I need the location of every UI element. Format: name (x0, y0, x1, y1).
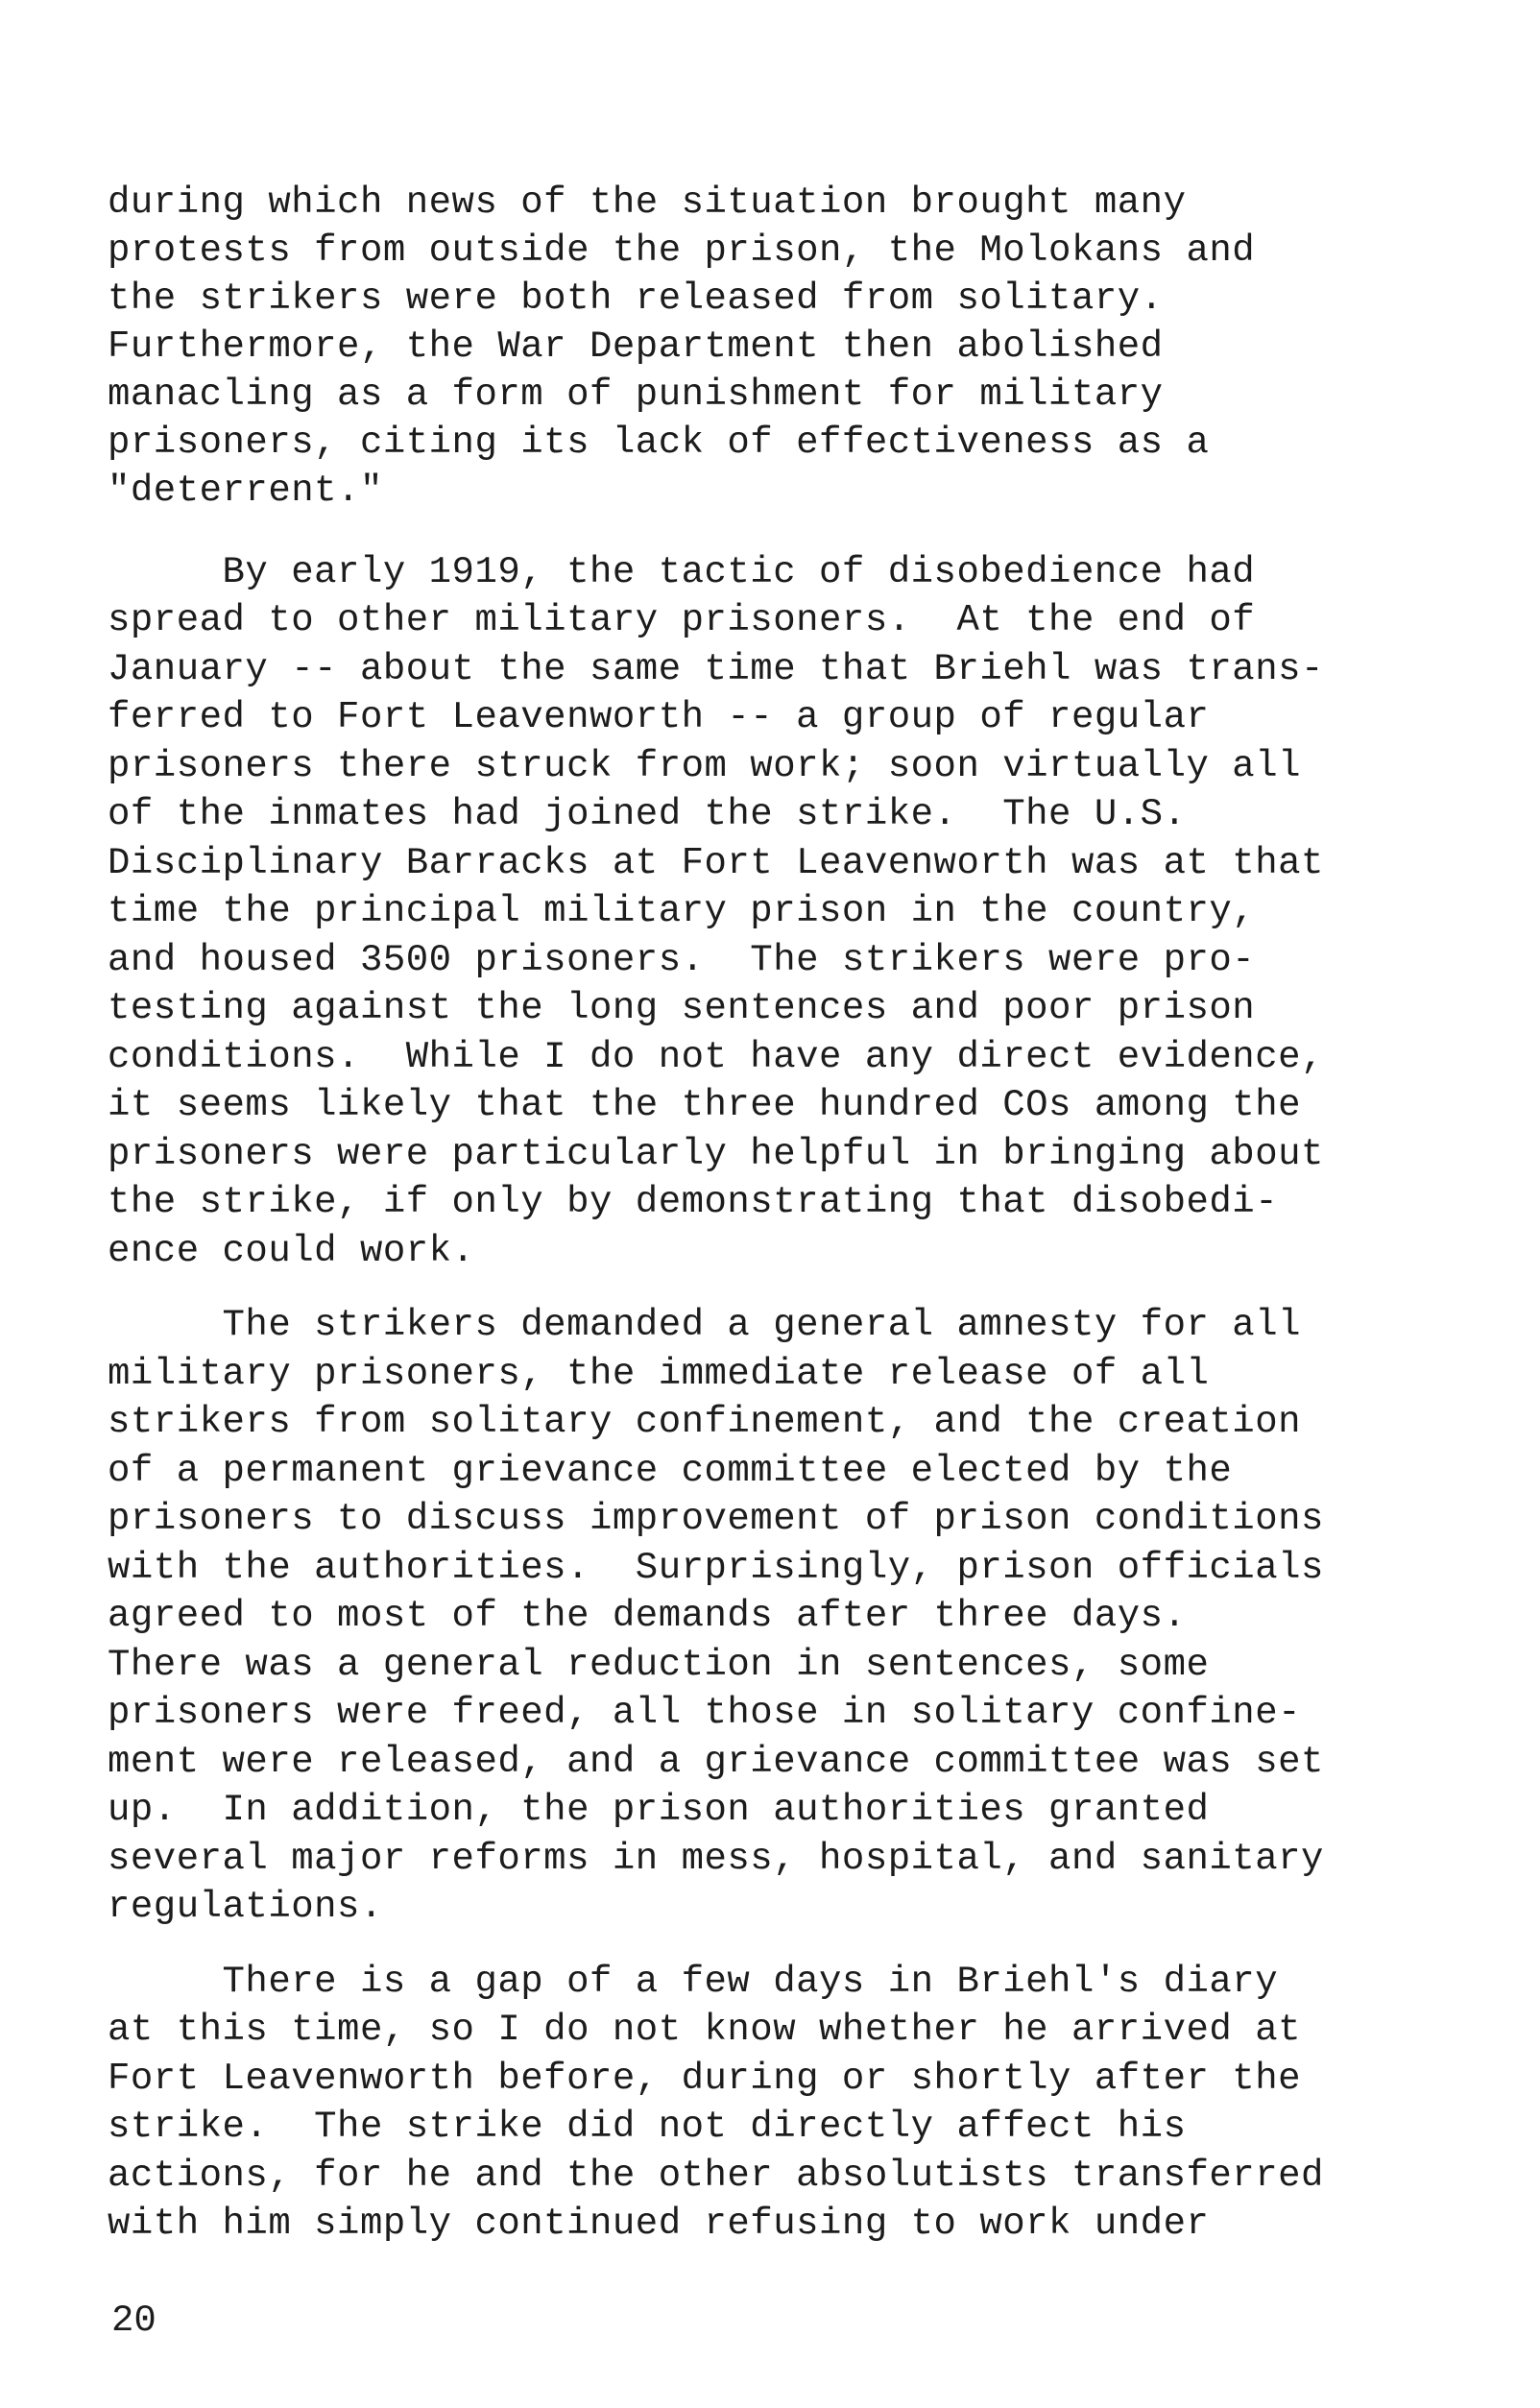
text-line: Fort Leavenworth before, during or shortly after the (108, 2058, 1301, 2100)
text-line: Furthermore, the War Department then abolished (108, 325, 1164, 368)
text-line: By early 1919, the tactic of disobedience had (108, 551, 1256, 593)
text-line: several major reforms in mess, hospital, and sanitary (108, 1838, 1324, 1880)
text-line: strike. The strike did not directly affect his (108, 2106, 1187, 2148)
text-line: January -- about the same time that Briehl was trans- (108, 648, 1324, 690)
text-line: Disciplinary Barracks at Fort Leavenworth was at that (108, 842, 1324, 884)
text-line: There was a general reduction in sentences, some (108, 1644, 1210, 1686)
text-line: of a permanent grievance committee elected by the (108, 1450, 1233, 1492)
text-line: ferred to Fort Leavenworth -- a group of regular (108, 696, 1210, 738)
text-line: There is a gap of a few days in Briehl's diary (108, 1961, 1279, 2003)
text-line: testing against the long sentences and poor prison (108, 987, 1256, 1029)
text-line: strikers from solitary confinement, and the creation (108, 1401, 1301, 1443)
text-line: agreed to most of the demands after three days. (108, 1595, 1187, 1637)
text-line: regulations. (108, 1886, 383, 1928)
text-line: the strikers were both released from solitary. (108, 277, 1164, 320)
text-line: at this time, so I do not know whether he arrived at (108, 2009, 1301, 2051)
text-line: the strike, if only by demonstrating that disobedi- (108, 1181, 1279, 1223)
text-line: ence could work. (108, 1230, 475, 1272)
text-line: prisoners were freed, all those in solitary confine- (108, 1692, 1301, 1734)
text-line: manacling as a form of punishment for military (108, 373, 1164, 416)
page-number: 20 (111, 2300, 156, 2342)
text-line: The strikers demanded a general amnesty for all (108, 1304, 1301, 1346)
text-line: with him simply continued refusing to work under (108, 2203, 1210, 2245)
text-line: military prisoners, the immediate release of all (108, 1353, 1210, 1395)
text-line: conditions. While I do not have any direct evidence, (108, 1036, 1324, 1078)
text-line: actions, for he and the other absolutists transferred (108, 2155, 1324, 2197)
text-line: "deterrent." (108, 470, 383, 512)
text-line: of the inmates had joined the strike. The U.S. (108, 793, 1187, 835)
text-line: time the principal military prison in the country, (108, 890, 1256, 932)
text-line: and housed 3500 prisoners. The strikers were pro- (108, 939, 1256, 981)
text-line: during which news of the situation brought many (108, 181, 1187, 224)
text-line: prisoners were particularly helpful in bringing about (108, 1133, 1324, 1175)
text-line: prisoners to discuss improvement of prison conditions (108, 1498, 1324, 1540)
text-line: prisoners there struck from work; soon virtually all (108, 745, 1301, 787)
text-line: up. In addition, the prison authorities granted (108, 1789, 1210, 1831)
text-line: ment were released, and a grievance committee was set (108, 1741, 1324, 1783)
text-line: it seems likely that the three hundred COs among the (108, 1084, 1301, 1126)
text-line: with the authorities. Surprisingly, prison officials (108, 1547, 1324, 1589)
text-line: spread to other military prisoners. At the end of (108, 599, 1256, 641)
text-line: prisoners, citing its lack of effectiveness as a (108, 421, 1210, 464)
text-line: protests from outside the prison, the Molokans and (108, 229, 1256, 272)
